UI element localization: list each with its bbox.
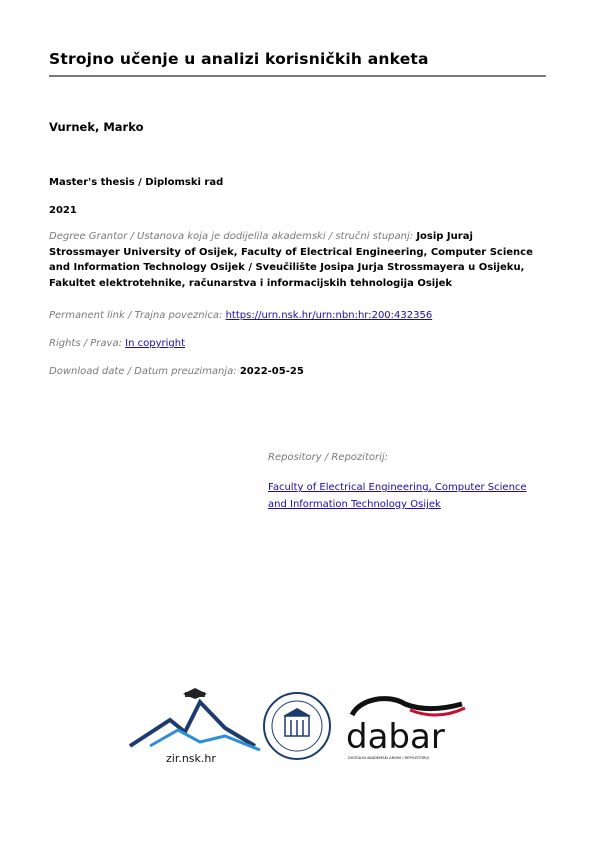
repository-link[interactable]: Faculty of Electrical Engineering, Computer Science and Information Technology Osijek: [268, 482, 527, 510]
dabar-logo-text: dabar: [346, 717, 445, 757]
document-title: Strojno učenje u analizi korisničkih anketa: [49, 50, 429, 68]
logos-svg: [0, 680, 595, 780]
zir-logo-text: zir.nsk.hr: [166, 752, 216, 765]
dabar-tagline: DIGITALNI AKADEMSKI ARHIVI I REPOZITORIJI: [348, 756, 429, 760]
download-date-label: Download date / Datum preuzimanja:: [49, 366, 237, 377]
degree-grantor-value: Josip Juraj Strossmayer University of Osijek, Faculty of Electrical Engineering, Computer Science and Information Technology Osijek / Sveučilište Josipa Jurja Strossmayera u Osijeku, Fakultet elektrotehnike, računarstva i informacijskih tehnologija Osijek: [49, 231, 533, 289]
permanent-link: [49, 308, 546, 324]
degree-grantor-label: Degree Grantor / Ustanova koja je dodijelila akademski / stručni stupanj:: [49, 231, 414, 242]
permanent-link-url[interactable]: https://urn.nsk.hr/urn:nbn:hr:200:432356: [225, 310, 433, 321]
degree-grantor: [49, 229, 546, 291]
dabar-logo: [346, 699, 465, 760]
logo-strip: [0, 680, 595, 780]
document-type: Master's thesis / Diplomski rad: [49, 177, 224, 188]
author-name: Vurnek, Marko: [49, 120, 144, 134]
rights: [49, 336, 546, 352]
dabar-beaver-icon: [352, 699, 462, 715]
university-seal-icon: [264, 693, 330, 759]
zir-logo: [130, 688, 260, 765]
title-divider: [49, 75, 546, 77]
rights-link[interactable]: In copyright: [125, 338, 185, 349]
repository-label: Repository / Repozitorij:: [268, 452, 389, 463]
download-date: [49, 364, 546, 380]
download-date-value: 2022-05-25: [239, 366, 304, 377]
document-year: 2021: [49, 205, 77, 216]
permanent-link-label: Permanent link / Trajna poveznica:: [49, 310, 223, 321]
rights-label: Rights / Prava:: [49, 338, 122, 349]
repository-link-container: [268, 479, 528, 513]
